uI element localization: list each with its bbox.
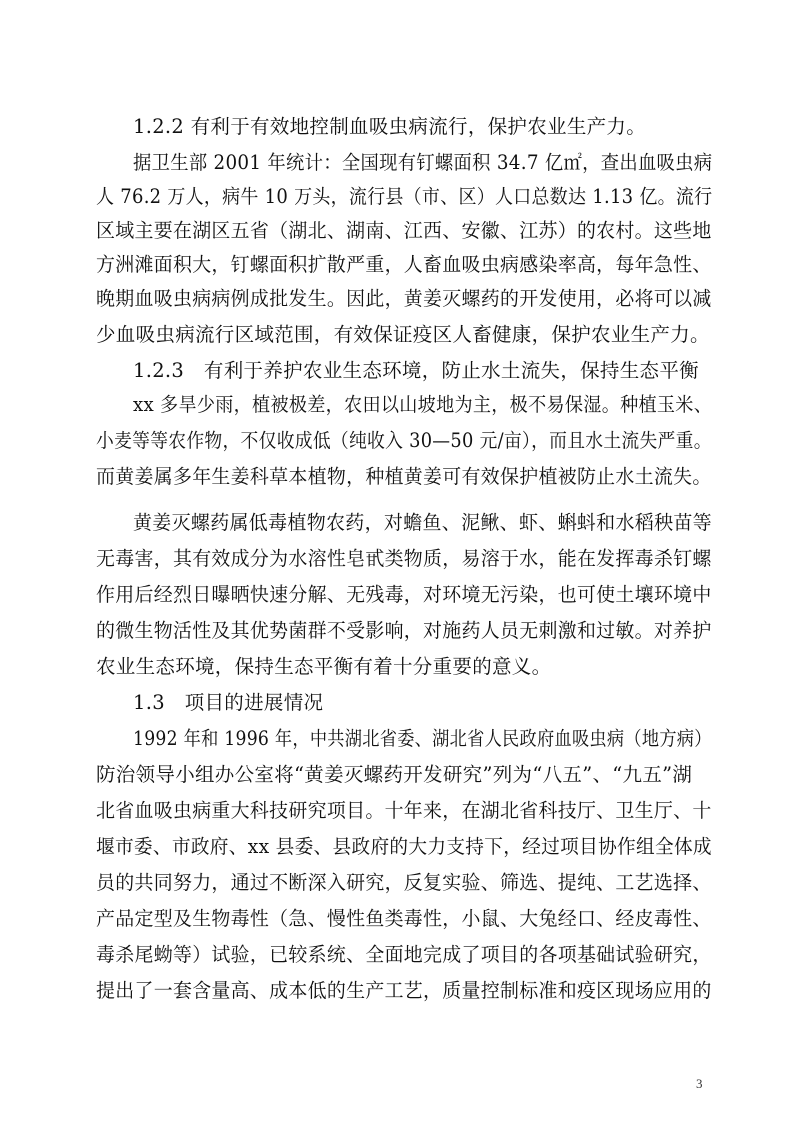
paragraph-line: 北省血吸虫病重大科技研究项目。十年来，在湖北省科技厅、卫生厅、十 [96,799,712,822]
paragraph-line: 作用后经烈日曝晒快速分解、无残毒，对环境无污染，也可使土壤环境中 [96,583,712,606]
paragraph-line: 晚期血吸虫病病例成批发生。因此，黄姜灭螺药的开发使用，必将可以减 [96,287,712,310]
paragraph-line: 据卫生部 2001 年统计：全国现有钉螺面积 34.7 亿㎡，查出血吸虫病 [133,151,713,174]
paragraph-line: 防治领导小组办公室将“黄姜灭螺药开发研究”列为“八五”、“九五”湖 [96,763,693,786]
paragraph-line: 员的共同努力，通过不断深入研究，反复实验、筛选、提纯、工艺选择、 [96,871,712,894]
paragraph-line: 黄姜灭螺药属低毒植物农药，对蟾鱼、泥鳅、虾、蝌蚪和水稻秧苗等 [133,511,712,534]
paragraph-line: 堰市委、市政府、xx 县委、县政府的大力支持下，经过项目协作组全体成 [96,835,712,858]
paragraph-line: 1992 年和 1996 年，中共湖北省委、湖北省人民政府血吸虫病（地方病） [133,727,712,750]
paragraph-line: 的微生物活性及其优势菌群不受影响，对施药人员无刺激和过敏。对养护 [96,619,712,642]
paragraph-line: 无毒害，其有效成分为水溶性皂甙类物质，易溶于水，能在发挥毒杀钉螺 [96,547,712,570]
heading-1-2-2: 1.2.2 有利于有效地控制血吸虫病流行，保护农业生产力。 [133,115,647,138]
paragraph-line: 人 76.2 万人，病牛 10 万头，流行县（市、区）人口总数达 1.13 亿。流行 [96,185,713,208]
heading-1-3: 1.3 项目的进展情况 [133,691,324,714]
paragraph-line: 区域主要在湖区五省（湖北、湖南、江西、安徽、江苏）的农村。这些地 [96,219,712,242]
heading-1-2-3: 1.2.3 有利于养护农业生态环境，防止水土流失，保持生态平衡 [133,359,699,382]
paragraph-line: 提出了一套含量高、成本低的生产工艺，质量控制标准和疫区现场应用的 [96,979,712,1002]
paragraph-line: 小麦等等农作物，不仅收成低（纯收入 30—50 元/亩），而且水土流失严重。 [96,429,712,452]
page-number: 3 [696,1076,703,1091]
paragraph-line: 产品定型及生物毒性（急、慢性鱼类毒性，小鼠、大兔经口、经皮毒性、 [96,907,712,930]
paragraph-line: 而黄姜属多年生姜科草本植物，种植黄姜可有效保护植被防止水土流失。 [96,465,712,488]
paragraph-line: xx 多旱少雨，植被极差，农田以山坡地为主，极不易保湿。种植玉米、 [133,393,713,416]
paragraph-line: 少血吸虫病流行区域范围，有效保证疫区人畜健康，保护农业生产力。 [96,323,710,346]
paragraph-line: 毒杀尾蚴等）试验，已较系统、全面地完成了项目的各项基础试验研究， [96,943,712,966]
paragraph-line: 农业生态环境，保持生态平衡有着十分重要的意义。 [96,655,552,678]
paragraph-line: 方洲滩面积大，钉螺面积扩散严重，人畜血吸虫病感染率高，每年急性、 [96,253,712,276]
